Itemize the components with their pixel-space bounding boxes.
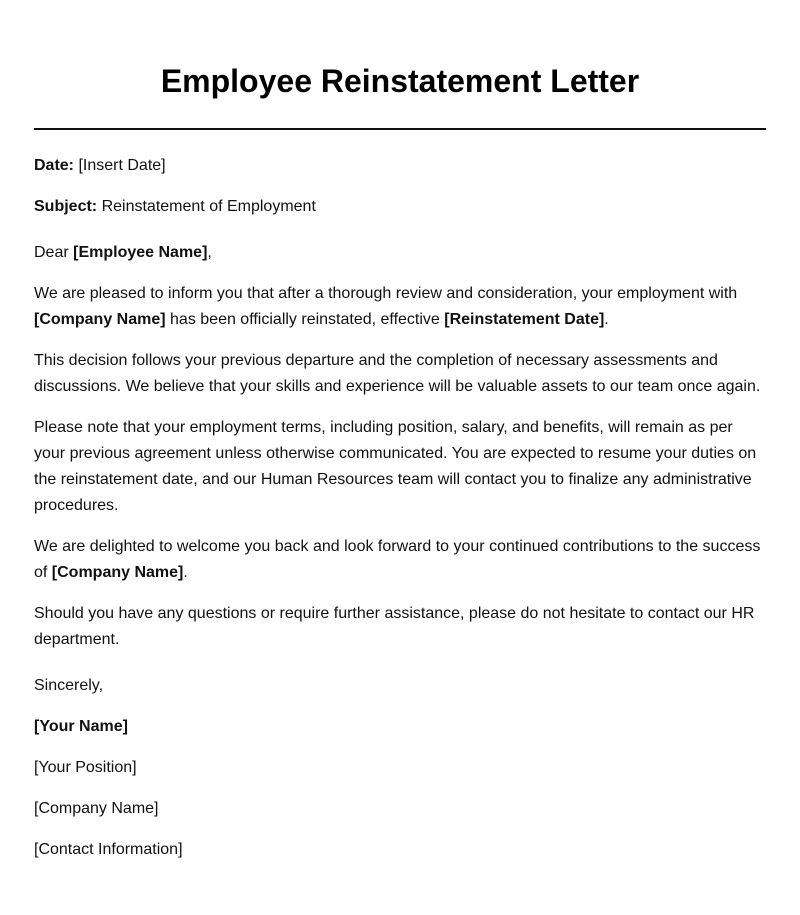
greeting-suffix: , xyxy=(207,244,212,261)
employee-name: [Employee Name] xyxy=(73,244,208,261)
subject-label: Subject: xyxy=(34,198,98,215)
closing: Sincerely, xyxy=(34,677,104,694)
subject-line xyxy=(34,194,766,220)
paragraph-decision: This decision follows your previous departure and the completion of necessary assessments and discussions. We believe that your skills and experience will be valuable assets to our team once again. xyxy=(34,352,761,395)
greeting xyxy=(34,240,766,266)
paragraph-reinstatement xyxy=(34,281,766,333)
paragraph1-text-c: . xyxy=(604,311,609,328)
paragraph1-text-b: has been officially reinstated, effective xyxy=(165,311,445,328)
paragraph1-date: [Reinstatement Date] xyxy=(444,311,605,328)
paragraph1-text-a: We are pleased to inform you that after a thorough review and consideration, your employment with xyxy=(34,285,738,302)
paragraph1-company: [Company Name] xyxy=(34,311,166,328)
signature-contact: [Contact Information] xyxy=(34,841,183,858)
page-title: Employee Reinstatement Letter xyxy=(160,63,640,99)
title-divider xyxy=(34,128,766,130)
paragraph-questions: Should you have any questions or require further assistance, please do not hesitate to contact our HR department. xyxy=(34,605,755,648)
paragraph4-text-a: We are delighted to welcome you back and look forward to your continued contributions to the success of xyxy=(34,538,761,581)
date-value: [Insert Date] xyxy=(78,157,166,174)
signature-name: [Your Name] xyxy=(34,718,128,735)
paragraph-terms: Please note that your employment terms, including position, salary, and benefits, will remain as per your previous agreement unless otherwise communicated. You are expected to resume your duties on the reinstatement date, and our Human Resources team will contact you to finalize any administrative procedures. xyxy=(34,419,757,514)
subject-value: Reinstatement of Employment xyxy=(101,198,316,215)
paragraph4-text-b: . xyxy=(183,564,188,581)
paragraph-welcome xyxy=(34,534,766,586)
greeting-prefix: Dear xyxy=(34,244,74,261)
signature-position: [Your Position] xyxy=(34,759,137,776)
date-label: Date: xyxy=(34,157,75,174)
paragraph4-company: [Company Name] xyxy=(51,564,184,581)
signature-company: [Company Name] xyxy=(34,800,159,817)
date-line xyxy=(34,153,766,179)
